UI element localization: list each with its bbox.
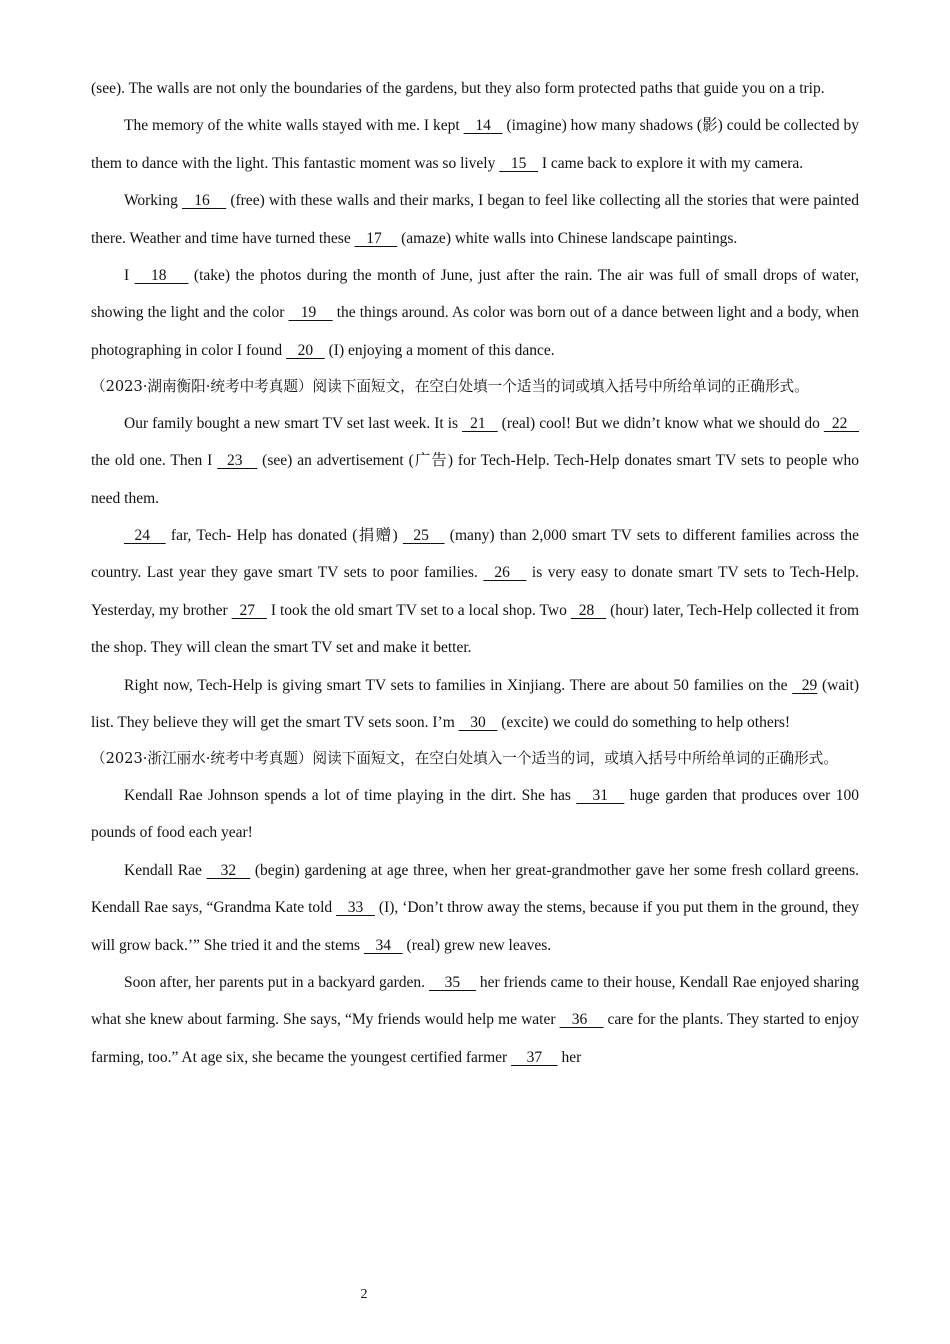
answer-blank[interactable]: 34: [363, 936, 403, 954]
passage-paragraph: [91, 182, 863, 257]
paragraph-text: （2023·浙江丽水·统考中考真题）阅读下面短文，在空白处填入一个适当的词，或填入括号中所给单词的正确形式。: [91, 750, 838, 768]
answer-blank[interactable]: 25: [402, 526, 445, 544]
paragraph-text: is very easy to donate smart TV sets to Tech-Help. Yesterday, my brother: [91, 564, 863, 619]
paragraph-text: (excite) we could do something to help others!: [497, 714, 791, 731]
paragraph-text: care for the plants. They started to enjoy farming, too.” At age six, she became the youngest certified farmer: [91, 1011, 863, 1066]
paragraph-text: Right now, Tech-Help is giving smart TV sets to families in Xinjiang. There are about 50 families on the: [124, 676, 793, 694]
answer-blank[interactable]: 24: [124, 526, 166, 544]
paragraph-text: Our family bought a new smart TV set last week. It is: [124, 414, 463, 432]
answer-blank[interactable]: 28: [570, 601, 607, 619]
exercise-instruction: [91, 369, 859, 405]
paragraph-text: (free) with these walls and their marks, I began to feel like collecting all the stories that were painted there. Weather and time have turned these: [91, 192, 863, 247]
answer-blank[interactable]: 21: [462, 414, 498, 432]
answer-blank[interactable]: 37: [511, 1048, 558, 1066]
answer-blank[interactable]: 29: [792, 676, 818, 694]
passage-paragraph: [91, 777, 863, 852]
paragraph-text: the things around. As color was born out of a dance between light and a body, when photographing in color I found: [91, 304, 863, 359]
passage-paragraph: [91, 517, 863, 667]
paragraph-text: (imagine) how many shadows (影) could be collected by them to dance with the light. This fantastic moment was so lively: [91, 117, 863, 172]
paragraph-text: her friends came to their house, Kendall Rae enjoyed sharing what she knew about farming. She says, “My friends would help me water: [91, 973, 863, 1029]
paragraph-text: Kendall Rae: [124, 861, 207, 879]
paragraph-text: her: [557, 1048, 582, 1066]
passage-paragraph: [91, 852, 863, 964]
answer-blank[interactable]: 20: [286, 341, 325, 359]
document-body: [91, 70, 863, 1076]
paragraph-text: (real) cool! But we didn’t know what we should do: [497, 414, 824, 432]
passage-paragraph: [91, 667, 863, 742]
paragraph-text: (hour) later, Tech-Help collected it from the shop. They will clean the smart TV set and make it better.: [91, 601, 863, 657]
paragraph-text: Working: [124, 192, 182, 210]
paragraph-text: （2023·湖南衡阳·统考中考真题）阅读下面短文，在空白处填一个适当的词或填入括号中所给单词的正确形式。: [91, 378, 809, 396]
passage-paragraph: [91, 257, 863, 369]
passage-paragraph: [91, 405, 863, 517]
paragraph-text: huge garden that produces over 100 pounds of food each year!: [91, 786, 863, 842]
passage-paragraph: [91, 107, 863, 182]
passage-paragraph: [91, 964, 863, 1076]
answer-blank[interactable]: 17: [354, 229, 398, 247]
answer-blank[interactable]: 30: [458, 714, 498, 731]
paragraph-text: (amaze) white walls into Chinese landscape paintings.: [397, 229, 738, 247]
paragraph-text: (wait) list. They believe they will get the smart TV sets soon. I’m: [91, 676, 863, 731]
answer-blank[interactable]: 26: [483, 564, 527, 582]
answer-blank[interactable]: 32: [206, 861, 251, 879]
paragraph-text: I came back to explore it with my camera.: [538, 154, 804, 172]
answer-blank[interactable]: 35: [428, 973, 476, 991]
paragraph-text: Kendall Rae Johnson spends a lot of time playing in the dirt. She has: [124, 786, 577, 804]
answer-blank[interactable]: 18: [134, 267, 189, 285]
paragraph-text: (I), ‘Don’t throw away the stems, because if you put them in the ground, they will grow back.’” She tried it and the stems: [91, 899, 863, 954]
paragraph-text: (begin) gardening at age three, when her great-grandmother gave her some fresh collard greens. Kendall Rae says, “Grandma Kate told: [91, 861, 863, 917]
paragraph-text: I: [124, 267, 135, 285]
answer-blank[interactable]: 33: [336, 899, 376, 917]
paragraph-text: Soon after, her parents put in a backyard garden.: [124, 973, 429, 991]
answer-blank[interactable]: 22: [823, 414, 860, 432]
paragraph-text: far, Tech- Help has donated (捐赠): [165, 526, 403, 544]
page-number: 2: [360, 1287, 368, 1302]
paragraph-text: (see). The walls are not only the boundaries of the gardens, but they also form protected paths that guide you on a trip.: [91, 80, 825, 97]
answer-blank[interactable]: 14: [463, 117, 503, 135]
paragraph-text: (many) than 2,000 smart TV sets to different families across the country. Last year they gave smart TV sets to poor families.: [91, 526, 863, 582]
answer-blank[interactable]: 31: [576, 786, 625, 804]
answer-blank[interactable]: 16: [181, 192, 227, 210]
answer-blank[interactable]: 15: [499, 154, 538, 172]
paragraph-text: (see) an advertisement (广告) for Tech-Help. Tech-Help donates smart TV sets to people who need them.: [91, 452, 863, 507]
answer-blank[interactable]: 19: [288, 304, 333, 322]
paragraph-text: The memory of the white walls stayed with me. I kept: [124, 117, 464, 135]
paragraph-text: (I) enjoying a moment of this dance.: [324, 341, 555, 359]
paragraph-text: I took the old smart TV set to a local shop. Two: [266, 601, 571, 619]
exercise-instruction: [91, 741, 859, 777]
paragraph-text: the old one. Then I: [91, 414, 863, 470]
answer-blank[interactable]: 36: [559, 1011, 604, 1029]
passage-paragraph: [91, 70, 859, 107]
paragraph-text: (take) the photos during the month of June, just after the rain. The air was full of small drops of water, showing the light and the color: [91, 267, 863, 322]
answer-blank[interactable]: 27: [231, 601, 267, 619]
answer-blank[interactable]: 23: [217, 452, 258, 470]
paragraph-text: (real) grew new leaves.: [402, 936, 552, 954]
